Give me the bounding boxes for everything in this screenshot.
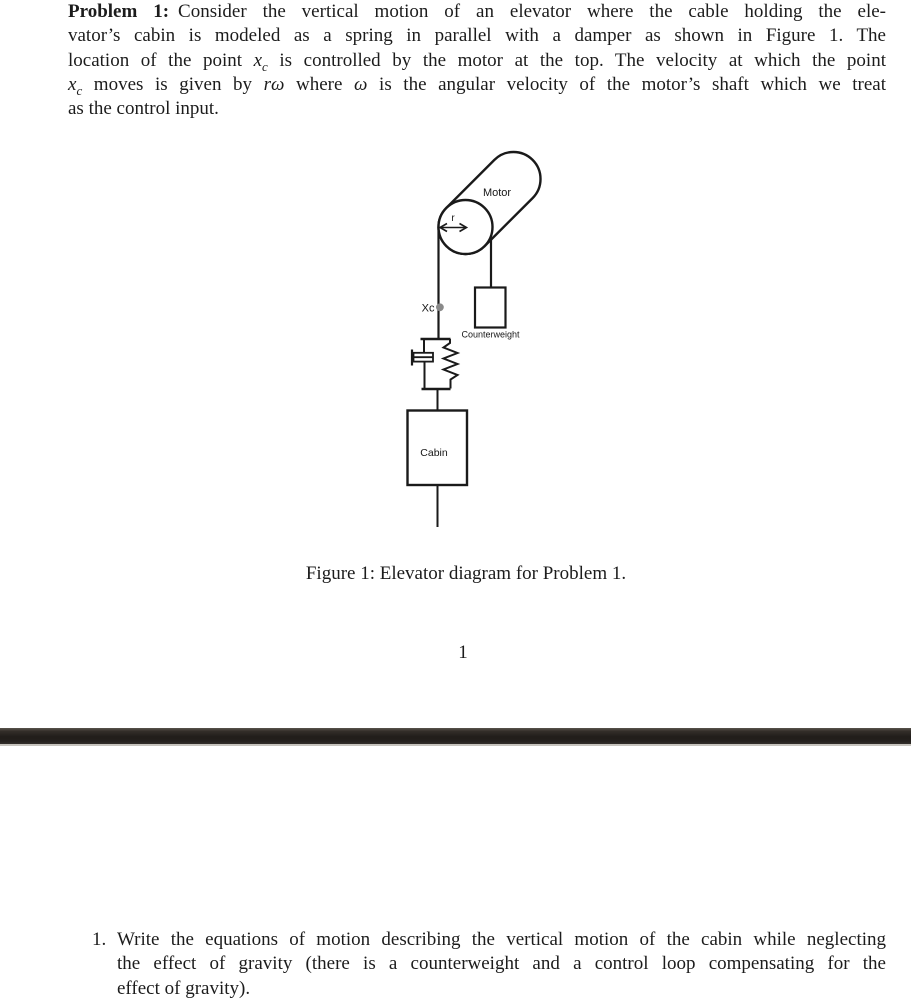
xc-point-dot <box>436 303 444 311</box>
page-separator-bar <box>0 728 911 746</box>
problem-line-3-post: is controlled by the motor at the top. The velocity at which the point <box>267 49 886 71</box>
counterweight-box <box>475 288 506 328</box>
counterweight-label: Counterweight <box>461 329 520 340</box>
problem-line-3-pre: location of the point <box>68 49 254 71</box>
problem-line-4-mid1: moves is given by <box>82 73 264 95</box>
item1-line-2 <box>117 952 886 976</box>
item1-line-1 <box>117 928 886 952</box>
item1-line-1-text: Write the equations of motion describing the vertical motion of the cabin while neglecting <box>117 929 886 950</box>
math-r-omega: rω <box>263 73 285 95</box>
item1-line-2-text: the effect of gravity (there is a counterweight and a control loop compensating for the <box>117 953 886 975</box>
xc-label: Xc <box>421 302 435 315</box>
problem-line-4-mid2: where <box>284 73 355 95</box>
item1-line-3 <box>117 977 886 1001</box>
problem-line-1-text: Consider the vertical motion of an elevator where the cable holding the ele- <box>178 1 886 22</box>
math-xc-x: x <box>253 49 263 71</box>
problem-label: Problem 1: <box>68 1 170 22</box>
cabin-label: Cabin <box>420 447 448 459</box>
problem-line-4-post: is the angular velocity of the motor’s shaft which we treat <box>367 73 886 95</box>
radius-label: r <box>451 213 455 224</box>
figure-caption: Figure 1: Elevator diagram for Problem 1. <box>305 563 627 584</box>
math-xc-subscript-2: c <box>76 82 83 98</box>
page-number: 1 <box>458 642 468 663</box>
list-item-number: 1. <box>92 929 107 950</box>
motor-label: Motor <box>482 187 512 199</box>
problem-line-5-text: as the control input. <box>68 98 219 120</box>
math-xc-subscript: c <box>262 58 268 74</box>
problem-line-2-text: vator’s cabin is modeled as a spring in parallel with a damper as shown in Figure 1. The <box>68 25 886 47</box>
item1-line-3-text: effect of gravity). <box>117 977 251 999</box>
list-item-1 <box>117 928 886 1001</box>
math-omega: ω <box>354 73 368 95</box>
spring-symbol <box>444 339 458 389</box>
math-xc-x-2: x <box>68 73 77 95</box>
